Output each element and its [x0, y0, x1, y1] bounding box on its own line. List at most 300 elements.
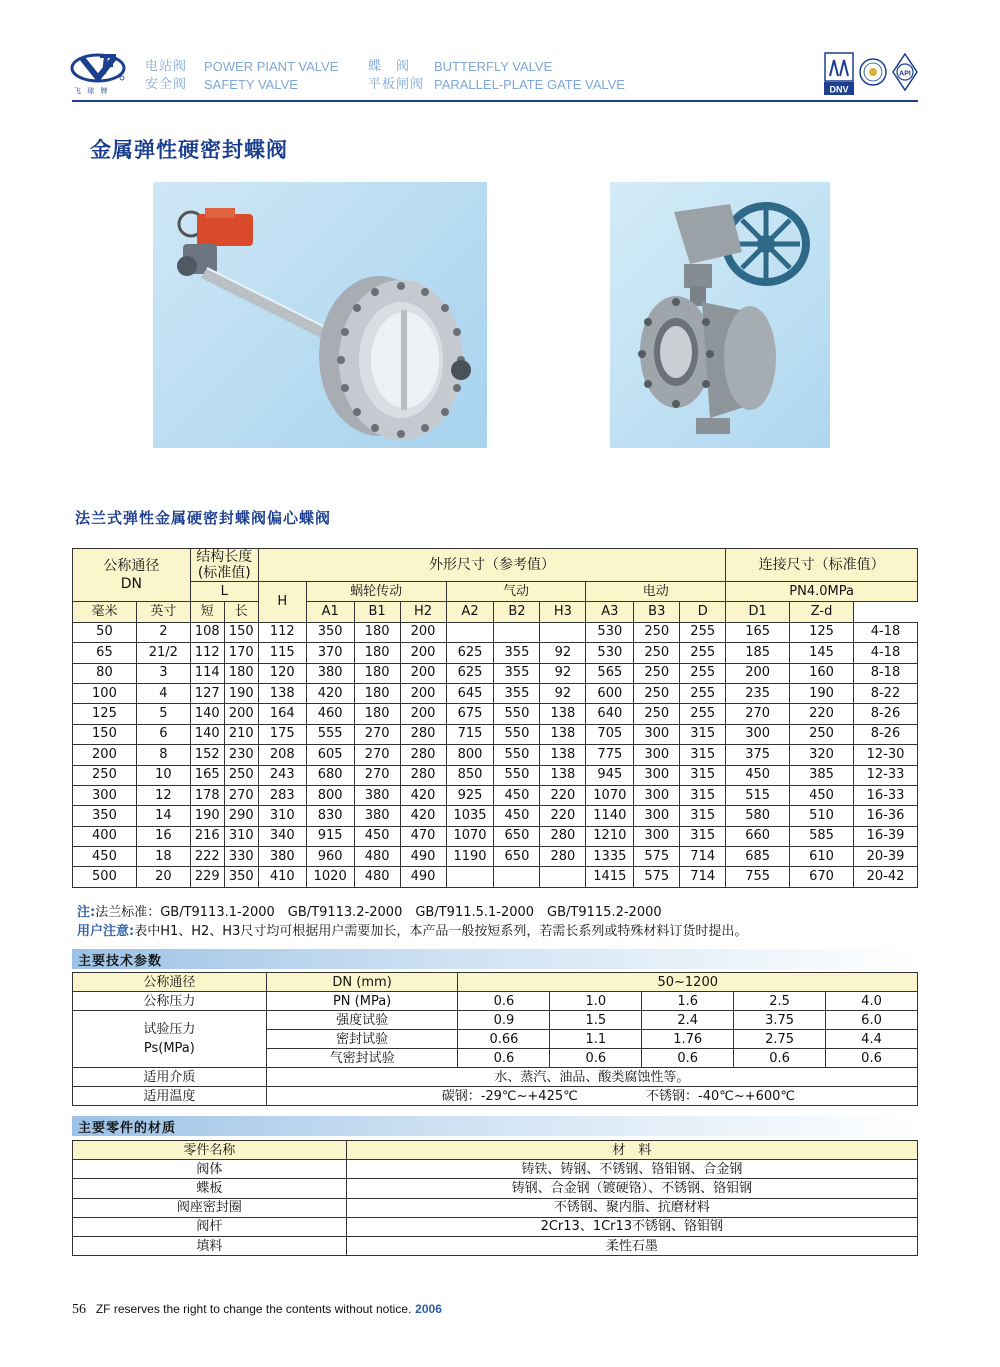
table-cell — [494, 622, 540, 642]
table-cell: 755 — [726, 867, 790, 887]
dimension-table — [72, 548, 918, 888]
table-cell: 243 — [258, 765, 306, 785]
table-cell: 300 — [634, 785, 680, 805]
table-cell: 200 — [400, 683, 446, 703]
header-divider — [72, 100, 918, 102]
table-cell: 300 — [634, 724, 680, 744]
table-cell: 575 — [634, 847, 680, 867]
table-cell: 220 — [540, 806, 586, 826]
material-value: 铸钢、合金钢（镀硬铬）、不锈钢、铬钼钢 — [346, 1179, 917, 1198]
table-cell: 138 — [540, 704, 586, 724]
param-value: 水、蒸汽、油品、酸类腐蚀性等。 — [266, 1068, 917, 1087]
table-cell: 800 — [446, 745, 494, 765]
table-cell: 705 — [586, 724, 634, 744]
table-cell: 230 — [224, 745, 258, 765]
header-label: 平板闸阀 — [368, 77, 425, 92]
table-row — [73, 643, 918, 663]
table-row — [73, 745, 918, 765]
table-cell: 8 — [136, 745, 190, 765]
table-cell: 10 — [136, 765, 190, 785]
table-row — [73, 683, 918, 703]
header-connection-dims: 连接尺寸（标准值） — [726, 549, 918, 582]
table-cell: 960 — [306, 847, 354, 867]
table-cell: 138 — [540, 745, 586, 765]
seal-cert-icon — [858, 52, 888, 96]
table-cell: 20 — [136, 867, 190, 887]
table-cell: 4 — [136, 683, 190, 703]
note-text: 法兰标准：GB/T9113.1-2000 GB/T9113.2-2000 GB/T911.5.1-2000 GB/T9115.2-2000 — [95, 905, 662, 920]
param-value: 1.0 — [550, 992, 642, 1011]
table-cell: 420 — [306, 683, 354, 703]
stainless-steel-temp: 不锈钢：-40℃~+600℃ — [646, 1088, 796, 1104]
column-header: 英寸 — [136, 602, 190, 622]
materials-head-material: 材 料 — [346, 1141, 917, 1160]
material-row — [73, 1236, 918, 1255]
param-value: 1.5 — [550, 1011, 642, 1030]
table-cell: 250 — [634, 704, 680, 724]
param-label: 公称通径 — [73, 973, 267, 992]
page-header — [0, 0, 1000, 110]
header-outer-dims: 外形尺寸（参考值） — [258, 549, 725, 582]
table-cell: 140 — [190, 704, 224, 724]
table-cell: 315 — [680, 826, 726, 846]
table-cell: 670 — [790, 867, 854, 887]
part-name: 阀座密封圈 — [73, 1198, 347, 1217]
table-cell: 164 — [258, 704, 306, 724]
api-text: API — [899, 70, 911, 78]
table-cell: 250 — [634, 683, 680, 703]
table-cell: 180 — [354, 622, 400, 642]
table-cell: 190 — [790, 683, 854, 703]
table-cell: 645 — [446, 683, 494, 703]
table-cell: 800 — [306, 785, 354, 805]
table-cell: 685 — [726, 847, 790, 867]
param-label: 适用介质 — [73, 1068, 267, 1087]
table-cell: 530 — [586, 622, 634, 642]
table-cell: 16-33 — [853, 785, 917, 805]
table-cell: 115 — [258, 643, 306, 663]
header-label: 蝶 阀 — [368, 59, 411, 74]
header-length — [190, 549, 258, 582]
table-cell: 605 — [306, 745, 354, 765]
table-cell: 5 — [136, 704, 190, 724]
table-cell: 1020 — [306, 867, 354, 887]
part-name: 阀体 — [73, 1160, 347, 1179]
table-cell: 555 — [306, 724, 354, 744]
section-title: 法兰式弹性金属硬密封蝶阀偏心蝶阀 — [75, 509, 332, 527]
table-cell: 400 — [73, 826, 137, 846]
column-header: 长 — [224, 602, 258, 622]
table-cell — [540, 622, 586, 642]
table-cell: 125 — [790, 622, 854, 642]
table-cell: 280 — [400, 765, 446, 785]
param-sub-label: DN (mm) — [266, 973, 458, 992]
table-cell: 220 — [540, 785, 586, 805]
part-name: 阀杆 — [73, 1217, 347, 1236]
table-cell: 460 — [306, 704, 354, 724]
table-cell: 4-18 — [853, 643, 917, 663]
table-cell: 330 — [224, 847, 258, 867]
table-cell: 180 — [354, 683, 400, 703]
material-row — [73, 1198, 918, 1217]
table-cell: 140 — [190, 724, 224, 744]
table-cell: 150 — [73, 724, 137, 744]
table-cell: 180 — [354, 663, 400, 683]
param-value: 50~1200 — [458, 973, 918, 992]
table-cell: 222 — [190, 847, 224, 867]
table-cell: 715 — [446, 724, 494, 744]
table-cell: 200 — [400, 622, 446, 642]
table-cell: 640 — [586, 704, 634, 724]
note-label: 注: — [77, 905, 96, 920]
column-header: A2 — [446, 602, 494, 622]
temperature-values — [266, 1087, 917, 1106]
header-col2-cn — [368, 58, 424, 94]
table-cell: 16 — [136, 826, 190, 846]
header-L: L — [190, 582, 258, 602]
header-length-note: (标准值) — [197, 565, 251, 581]
table-cell: 380 — [354, 806, 400, 826]
table-cell: 300 — [634, 826, 680, 846]
table-row — [73, 704, 918, 724]
table-cell: 200 — [73, 745, 137, 765]
table-cell: 250 — [634, 663, 680, 683]
param-label: 适用温度 — [73, 1087, 267, 1106]
table-cell: 200 — [400, 643, 446, 663]
table-cell: 8-18 — [853, 663, 917, 683]
table-cell: 200 — [400, 704, 446, 724]
table-cell: 138 — [258, 683, 306, 703]
table-row — [73, 826, 918, 846]
table-cell: 18 — [136, 847, 190, 867]
table-cell — [540, 867, 586, 887]
table-cell: 250 — [224, 765, 258, 785]
page-footer — [72, 1302, 442, 1318]
table-cell: 185 — [726, 643, 790, 663]
table-cell: 270 — [726, 704, 790, 724]
table-cell: 650 — [494, 847, 540, 867]
table-cell: 127 — [190, 683, 224, 703]
table-cell: 190 — [224, 683, 258, 703]
param-sub-label: PN (MPa) — [266, 992, 458, 1011]
param-value: 0.66 — [458, 1030, 550, 1049]
table-cell: 660 — [726, 826, 790, 846]
carbon-steel-temp: 碳钢：-29℃~+425℃ — [441, 1088, 578, 1104]
param-value: 0.6 — [458, 992, 550, 1011]
column-header: H3 — [540, 602, 586, 622]
table-cell: 380 — [354, 785, 400, 805]
table-cell: 530 — [586, 643, 634, 663]
column-header: 毫米 — [73, 602, 137, 622]
param-value: 0.6 — [734, 1049, 826, 1068]
table-cell: 92 — [540, 663, 586, 683]
table-cell: 550 — [494, 724, 540, 744]
worm-gear-butterfly-valve-image — [610, 182, 830, 448]
table-cell: 14 — [136, 806, 190, 826]
table-row — [73, 765, 918, 785]
table-cell: 12-33 — [853, 765, 917, 785]
part-name: 填料 — [73, 1236, 347, 1255]
table-cell: 108 — [190, 622, 224, 642]
part-name: 蝶板 — [73, 1179, 347, 1198]
header-label: PARALLEL-PLATE GATE VALVE — [434, 77, 625, 92]
logo-caption: 飞 球 牌 — [74, 87, 110, 95]
table-cell: 380 — [306, 663, 354, 683]
test-pressure-text: 试验压力 — [143, 1022, 196, 1037]
table-row — [73, 622, 918, 642]
materials-head-part: 零件名称 — [73, 1141, 347, 1160]
table-cell: 255 — [680, 683, 726, 703]
table-cell: 92 — [540, 683, 586, 703]
table-cell: 16-36 — [853, 806, 917, 826]
table-cell: 180 — [354, 643, 400, 663]
table-cell: 175 — [258, 724, 306, 744]
table-cell: 255 — [680, 704, 726, 724]
column-header: D — [680, 602, 726, 622]
header-length-label: 结构长度 — [196, 549, 253, 565]
flange-standard-note — [77, 903, 662, 922]
table-row — [73, 785, 918, 805]
table-cell: 420 — [400, 785, 446, 805]
materials-table — [72, 1140, 918, 1256]
material-row — [73, 1217, 918, 1236]
table-cell: 180 — [354, 704, 400, 724]
header-electric: 电动 — [586, 582, 726, 602]
table-cell: 450 — [494, 785, 540, 805]
table-cell: 714 — [680, 867, 726, 887]
table-cell: 315 — [680, 745, 726, 765]
page-number: 56 — [72, 1302, 86, 1317]
table-cell: 420 — [400, 806, 446, 826]
table-cell: 510 — [790, 806, 854, 826]
table-cell: 1070 — [586, 785, 634, 805]
header-dn-unit: DN — [120, 576, 143, 593]
table-cell: 270 — [354, 745, 400, 765]
table-cell: 610 — [790, 847, 854, 867]
table-cell: 350 — [306, 622, 354, 642]
table-cell: 355 — [494, 643, 540, 663]
table-cell: 200 — [726, 663, 790, 683]
dnv-cert-icon — [824, 52, 854, 96]
column-header: A1 — [306, 602, 354, 622]
param-value: 3.75 — [734, 1011, 826, 1030]
table-cell: 12 — [136, 785, 190, 805]
table-cell: 12-30 — [853, 745, 917, 765]
table-cell: 170 — [224, 643, 258, 663]
param-value: 0.9 — [458, 1011, 550, 1030]
table-cell: 138 — [540, 724, 586, 744]
table-cell: 340 — [258, 826, 306, 846]
table-cell: 300 — [73, 785, 137, 805]
table-cell: 450 — [494, 806, 540, 826]
table-cell: 270 — [224, 785, 258, 805]
table-cell: 320 — [790, 745, 854, 765]
table-cell: 945 — [586, 765, 634, 785]
table-cell: 410 — [258, 867, 306, 887]
table-cell: 145 — [790, 643, 854, 663]
column-header: D1 — [726, 602, 790, 622]
header-pneumatic: 气动 — [446, 582, 586, 602]
header-label: SAFETY VALVE — [204, 77, 298, 92]
params-title: 主要技术参数 — [78, 954, 163, 969]
table-cell: 16-39 — [853, 826, 917, 846]
header-label: BUTTERFLY VALVE — [434, 59, 553, 74]
table-cell: 290 — [224, 806, 258, 826]
table-row — [73, 867, 918, 887]
header-label: 电站阀 — [145, 59, 188, 74]
table-cell: 165 — [190, 765, 224, 785]
table-cell: 580 — [726, 806, 790, 826]
table-row — [73, 663, 918, 683]
table-cell: 2 — [136, 622, 190, 642]
table-cell: 8-26 — [853, 704, 917, 724]
table-cell: 270 — [354, 765, 400, 785]
param-value: 1.1 — [550, 1030, 642, 1049]
table-cell: 250 — [634, 643, 680, 663]
param-value: 0.6 — [458, 1049, 550, 1068]
table-cell: 450 — [790, 785, 854, 805]
table-cell: 350 — [224, 867, 258, 887]
dnv-text: DNV — [829, 84, 849, 95]
materials-title: 主要零件的材质 — [78, 1121, 177, 1136]
column-header: H2 — [400, 602, 446, 622]
table-cell: 250 — [790, 724, 854, 744]
table-cell: 625 — [446, 663, 494, 683]
header-label: POWER PIANT VALVE — [204, 59, 339, 74]
footer-year: 2006 — [415, 1302, 442, 1316]
table-cell: 50 — [73, 622, 137, 642]
api-monogram-icon — [891, 52, 919, 96]
table-cell: 450 — [354, 826, 400, 846]
table-cell: 190 — [190, 806, 224, 826]
table-cell: 210 — [224, 724, 258, 744]
table-cell: 1140 — [586, 806, 634, 826]
table-cell: 220 — [790, 704, 854, 724]
table-cell: 300 — [634, 745, 680, 765]
table-cell: 1035 — [446, 806, 494, 826]
param-value: 4.4 — [826, 1030, 918, 1049]
param-value: 0.6 — [826, 1049, 918, 1068]
table-row — [73, 724, 918, 744]
param-sub-label: 强度试验 — [266, 1011, 458, 1030]
table-cell: 925 — [446, 785, 494, 805]
column-header: B1 — [354, 602, 400, 622]
table-cell: 150 — [224, 622, 258, 642]
table-cell: 300 — [634, 765, 680, 785]
material-value: 不锈钢、聚内脂、抗磨材料 — [346, 1198, 917, 1217]
table-cell: 280 — [540, 826, 586, 846]
table-cell: 21/2 — [136, 643, 190, 663]
material-value: 铸铁、铸钢、不锈钢、铬钼钢、合金钢 — [346, 1160, 917, 1179]
table-cell: 4-18 — [853, 622, 917, 642]
table-cell: 280 — [540, 847, 586, 867]
notice-text: 表中H1、H2、H3尺寸均可根据用户需要加长，本产品一般按短系列，若需长系列或特殊材料订货时提出。 — [134, 924, 748, 939]
table-cell: 235 — [726, 683, 790, 703]
table-cell: 450 — [73, 847, 137, 867]
table-cell: 490 — [400, 867, 446, 887]
param-value: 1.6 — [642, 992, 734, 1011]
table-cell: 255 — [680, 643, 726, 663]
param-value: 6.0 — [826, 1011, 918, 1030]
table-cell: 255 — [680, 622, 726, 642]
table-cell: 8-26 — [853, 724, 917, 744]
table-cell: 1335 — [586, 847, 634, 867]
table-cell: 20-42 — [853, 867, 917, 887]
table-cell: 8-22 — [853, 683, 917, 703]
table-cell: 915 — [306, 826, 354, 846]
table-cell: 208 — [258, 745, 306, 765]
table-cell: 300 — [726, 724, 790, 744]
table-row — [73, 806, 918, 826]
table-cell: 680 — [306, 765, 354, 785]
table-cell: 250 — [73, 765, 137, 785]
table-cell: 625 — [446, 643, 494, 663]
table-cell — [494, 867, 540, 887]
table-cell: 850 — [446, 765, 494, 785]
table-cell: 490 — [400, 847, 446, 867]
column-header: Z-d — [790, 602, 854, 622]
table-cell: 216 — [190, 826, 224, 846]
table-cell: 114 — [190, 663, 224, 683]
material-row — [73, 1160, 918, 1179]
table-cell: 355 — [494, 663, 540, 683]
header-col1-en — [204, 58, 338, 94]
table-cell: 1210 — [586, 826, 634, 846]
param-value: 2.4 — [642, 1011, 734, 1030]
header-label: 安全阀 — [145, 77, 188, 92]
table-cell: 229 — [190, 867, 224, 887]
table-cell: 160 — [790, 663, 854, 683]
table-cell: 714 — [680, 847, 726, 867]
table-cell: 112 — [190, 643, 224, 663]
table-cell: 575 — [634, 867, 680, 887]
materials-title-band — [72, 1116, 918, 1136]
table-cell: 80 — [73, 663, 137, 683]
table-cell: 125 — [73, 704, 137, 724]
table-cell: 1415 — [586, 867, 634, 887]
table-cell: 280 — [400, 724, 446, 744]
table-cell: 315 — [680, 765, 726, 785]
table-cell: 315 — [680, 724, 726, 744]
table-cell: 355 — [494, 683, 540, 703]
param-value: 2.5 — [734, 992, 826, 1011]
table-cell: 200 — [224, 704, 258, 724]
table-cell: 370 — [306, 643, 354, 663]
table-cell: 500 — [73, 867, 137, 887]
header-dn — [73, 549, 191, 602]
table-cell: 450 — [726, 765, 790, 785]
table-cell: 178 — [190, 785, 224, 805]
column-header: 短 — [190, 602, 224, 622]
table-cell: 550 — [494, 704, 540, 724]
footer-notice: ZF reserves the right to change the contents without notice. — [95, 1302, 412, 1316]
header-col2-en — [434, 58, 625, 94]
table-cell: 470 — [400, 826, 446, 846]
table-cell: 315 — [680, 806, 726, 826]
table-cell: 100 — [73, 683, 137, 703]
table-cell: 550 — [494, 745, 540, 765]
table-cell: 1070 — [446, 826, 494, 846]
table-cell: 550 — [494, 765, 540, 785]
table-cell: 1190 — [446, 847, 494, 867]
param-value: 0.6 — [550, 1049, 642, 1068]
header-H: H — [258, 582, 306, 623]
header-worm-gear: 蜗轮传动 — [306, 582, 446, 602]
table-cell: 6 — [136, 724, 190, 744]
user-notice — [77, 922, 747, 941]
table-cell — [446, 867, 494, 887]
table-cell: 3 — [136, 663, 190, 683]
